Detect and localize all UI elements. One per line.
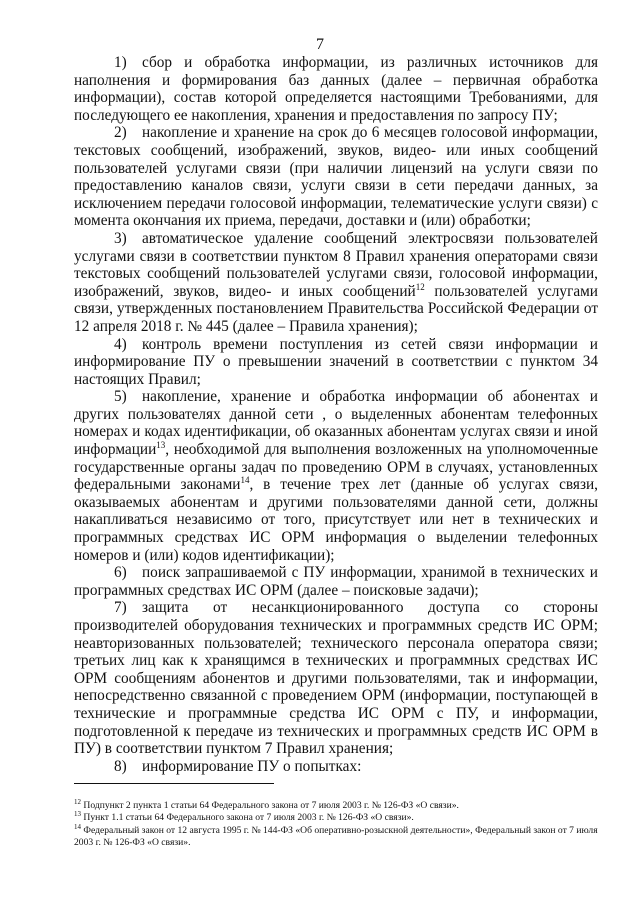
footnote xyxy=(74,797,604,812)
footnote-text: Пункт 1.1 статьи 64 Федерального закона от 7 июля 2003 г. № 126-ФЗ «О связи». xyxy=(83,812,414,824)
list-item-number: 7) xyxy=(114,599,127,617)
paragraph-text: , в течение трех лет (данные об услугах связи, оказываемых абонентам и другими пользователями данной сети, должны накапливаться независимо от того, присутствует или нет в технических и программных средствах ИС ОРМ информация о выделении телефонных номеров и (или) кодов идентификации); xyxy=(74,476,598,564)
list-item-number: 8) xyxy=(114,757,127,775)
footnote-mark: 12 xyxy=(74,797,81,806)
list-item-number: 3) xyxy=(114,229,127,247)
list-item-number: 4) xyxy=(114,335,127,353)
list-item xyxy=(74,230,598,336)
footnote-reference: 13 xyxy=(156,439,166,450)
body-text xyxy=(74,54,598,775)
paragraph-text: поиск запрашиваемой с ПУ информации, хранимой в технических и программных средствах ИС ОРМ (далее – поисковые задачи); xyxy=(74,564,598,599)
footnote-mark: 13 xyxy=(74,810,81,819)
list-item xyxy=(74,564,598,599)
footnote-text: Федеральный закон от 12 августа 1995 г. № 144-ФЗ «Об оперативно-розыскной деятельности», Федеральный закон от 7 июля 2003 г. № 126-ФЗ «О связи». xyxy=(74,824,598,849)
footnote-reference: 12 xyxy=(415,281,425,292)
list-item xyxy=(74,388,598,564)
paragraph-text: защита от несанкционированного доступа со стороны производителей оборудования технических и программных средств ИС ОРМ; неавторизованных пользователей; технического персонала оператора связи; третьих лиц как к хранящимся в технических и программных средствах ИС ОРМ сообщениям абонентов и другими пользователями, так и информации, непосредственно связанной с проведением ОРМ (информации, поступающей в технические и программные средства ИС ОРМ с ПУ, и информации, подготовленной к передаче из технических и программных средств ИС ОРМ в ПУ) в соответствии пунктом 7 Правил хранения; xyxy=(74,599,598,758)
paragraph-text: , необходимой для выполнения возложенных на уполномоченные государственные органы задач по проведению ОРМ в случаях, установленных федеральными законами xyxy=(74,441,598,494)
list-item-number: 2) xyxy=(114,124,127,142)
list-item xyxy=(74,758,598,776)
paragraph-text: накопление, хранение и обработка информации об абонентах и других пользователях данной сети , о выделенных абонентам телефонных номерах и кодах идентификации, об оказанных абонентам услугах связи и иной информации xyxy=(74,388,598,459)
list-item-number: 1) xyxy=(114,54,127,71)
paragraph-text: автоматическое удаление сообщений электросвязи пользователей услугами связи в соответствии пунктом 8 Правил хранения операторами связи текстовых сообщений пользователей услугами связи, голосовой информации, изображений, звуков, видео- и иных сообщений xyxy=(74,229,598,300)
list-item xyxy=(74,54,598,124)
list-item-number: 5) xyxy=(114,388,127,406)
paragraph-text: информирование ПУ о попытках: xyxy=(142,757,362,775)
list-item xyxy=(74,124,598,230)
paragraph-text: контроль времени поступления из сетей связи информации и информирование ПУ о превышении значений в соответствии с пунктом 34 настоящих Правил; xyxy=(74,335,598,388)
footnote-text: Подпункт 2 пункта 1 статьи 64 Федерального закона от 7 июля 2003 г. № 126-ФЗ «О связи». xyxy=(83,800,459,811)
footnote-mark: 14 xyxy=(74,822,81,831)
footnote-reference: 14 xyxy=(240,475,250,486)
list-item xyxy=(74,599,598,757)
list-item xyxy=(74,336,598,389)
paragraph-text: сбор и обработка информации, из различных источников для наполнения и формирования баз данных (далее – первичная обработка информации), состав которой определяется настоящими Требованиями, для последующего ее накопления, хранения и предоставления по запросу ПУ; xyxy=(74,54,598,124)
paragraph-text: пользователей услугами связи, утвержденных постановлением Правительства Российской Федерации от 12 апреля 2018 г. № 445 (далее – Правила хранения); xyxy=(74,282,598,335)
footnote-separator xyxy=(74,783,274,784)
paragraph-text: накопление и хранение на срок до 6 месяцев голосовой информации, текстовых сообщений, изображений, звуков, видео- или иных сообщений пользователей услугами связи (при наличии лицензий на услуги связи по предоставлению каналов связи, услуги связи в сети передачи данных, за исключением передачи голосовой информации, телематические услуги связи) с момента окончания их приема, передачи, доставки и (или) обработки; xyxy=(74,124,598,230)
footnote xyxy=(74,812,604,824)
footnotes xyxy=(74,797,604,850)
page-number: 7 xyxy=(316,36,324,53)
list-item-number: 6) xyxy=(114,564,127,582)
footnote xyxy=(74,822,604,850)
